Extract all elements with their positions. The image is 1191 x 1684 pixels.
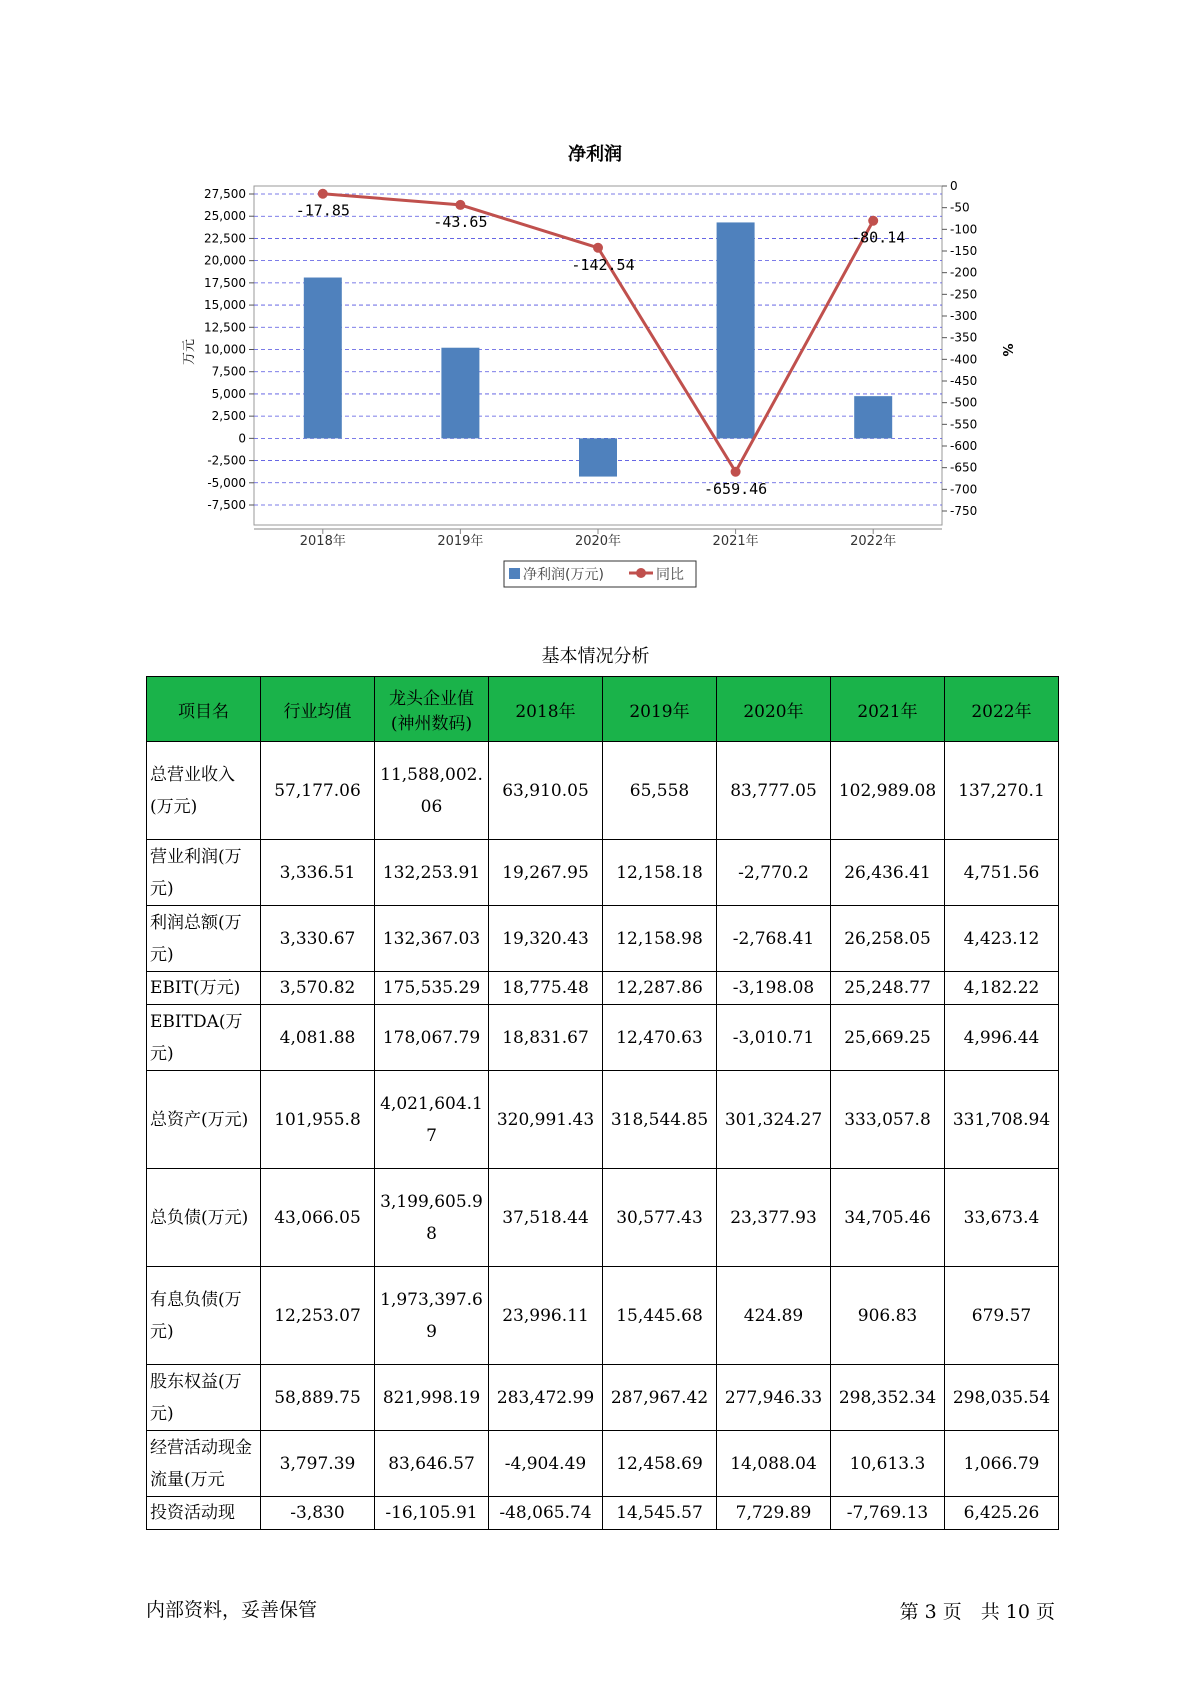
header-leader-value: 龙头企业值(神州数码) xyxy=(375,677,489,742)
value-cell: 679.57 xyxy=(945,1267,1059,1365)
x-tick-label: 2019年 xyxy=(437,534,484,549)
footer-page-number: 第 3 页 共 10 页 xyxy=(899,1601,1055,1623)
legend-bar-label: 净利润(万元) xyxy=(523,567,604,583)
yoy-point xyxy=(318,189,328,199)
value-cell: 1,973,397.69 xyxy=(375,1267,489,1365)
value-cell: 3,199,605.98 xyxy=(375,1169,489,1267)
right-tick-label: -100 xyxy=(950,222,978,237)
x-tick-label: 2018年 xyxy=(299,534,346,549)
right-tick-label: -550 xyxy=(950,417,978,432)
right-tick-label: -200 xyxy=(950,265,978,280)
right-tick-label: 0 xyxy=(950,179,958,193)
value-cell: 318,544.85 xyxy=(603,1071,717,1169)
right-tick-label: -250 xyxy=(950,287,978,302)
value-cell: 132,253.91 xyxy=(375,840,489,906)
chart-canvas xyxy=(0,0,1191,600)
value-cell: -7,769.13 xyxy=(831,1497,945,1530)
yoy-data-label: -80.14 xyxy=(851,228,906,247)
value-cell: 178,067.79 xyxy=(375,1005,489,1071)
table-row xyxy=(147,742,1059,840)
legend-line-label: 同比 xyxy=(656,567,684,583)
value-cell: 283,472.99 xyxy=(489,1365,603,1431)
left-tick-label: 20,000 xyxy=(204,253,246,268)
right-tick-label: -300 xyxy=(950,309,978,323)
row-label-cell: 有息负债(万元) xyxy=(147,1267,261,1365)
right-tick-label: -400 xyxy=(950,352,978,367)
value-cell: 26,436.41 xyxy=(831,840,945,906)
value-cell: 10,613.3 xyxy=(831,1431,945,1497)
value-cell: 11,588,002.06 xyxy=(375,742,489,840)
right-tick-label: -350 xyxy=(950,330,978,345)
left-tick-label: 12,500 xyxy=(204,320,246,335)
right-tick-label: -750 xyxy=(950,504,978,518)
value-cell: 12,458.69 xyxy=(603,1431,717,1497)
value-cell: 906.83 xyxy=(831,1267,945,1365)
table-row xyxy=(147,1365,1059,1431)
value-cell: 23,377.93 xyxy=(717,1169,831,1267)
right-tick-label: -500 xyxy=(950,395,978,410)
table-row xyxy=(147,1071,1059,1169)
value-cell: 6,425.26 xyxy=(945,1497,1059,1530)
value-cell: 15,445.68 xyxy=(603,1267,717,1365)
row-label-cell: 营业利润(万元) xyxy=(147,840,261,906)
right-tick-label: -150 xyxy=(950,244,978,258)
value-cell: 12,253.07 xyxy=(261,1267,375,1365)
value-cell: 18,775.48 xyxy=(489,972,603,1005)
value-cell: 65,558 xyxy=(603,742,717,840)
value-cell: 101,955.8 xyxy=(261,1071,375,1169)
header-2021: 2021年 xyxy=(831,677,945,742)
table-title: 基本情况分析 xyxy=(541,646,650,667)
value-cell: 25,248.77 xyxy=(831,972,945,1005)
value-cell: 33,673.4 xyxy=(945,1169,1059,1267)
value-cell: 4,996.44 xyxy=(945,1005,1059,1071)
yoy-data-label: -17.85 xyxy=(295,201,350,220)
row-label-cell: 总资产(万元) xyxy=(147,1071,261,1169)
yoy-data-label: -659.46 xyxy=(703,479,768,498)
table-row xyxy=(147,1005,1059,1071)
value-cell: 26,258.05 xyxy=(831,906,945,972)
row-label-cell: 投资活动现 xyxy=(147,1497,261,1530)
value-cell: 3,570.82 xyxy=(261,972,375,1005)
net-profit-chart xyxy=(0,0,1191,600)
value-cell: 331,708.94 xyxy=(945,1071,1059,1169)
value-cell: 821,998.19 xyxy=(375,1365,489,1431)
left-tick-label: 5,000 xyxy=(211,386,246,401)
left-axis-label: 万元 xyxy=(182,338,197,366)
value-cell: 301,324.27 xyxy=(717,1071,831,1169)
yoy-data-label: -43.65 xyxy=(433,212,488,231)
header-2019: 2019年 xyxy=(603,677,717,742)
header-2022: 2022年 xyxy=(945,677,1059,742)
chart-title: 净利润 xyxy=(568,144,622,165)
row-label-cell: 经营活动现金流量(万元 xyxy=(147,1431,261,1497)
yoy-data-label: -142.54 xyxy=(571,255,635,274)
value-cell: 4,182.22 xyxy=(945,972,1059,1005)
row-label-cell: 利润总额(万元) xyxy=(147,906,261,972)
right-tick-label: -600 xyxy=(950,439,978,453)
row-label-cell: EBITDA(万元) xyxy=(147,1005,261,1071)
value-cell: 102,989.08 xyxy=(831,742,945,840)
value-cell: 298,035.54 xyxy=(945,1365,1059,1431)
value-cell: 63,910.05 xyxy=(489,742,603,840)
x-tick-label: 2022年 xyxy=(850,534,897,549)
yoy-point xyxy=(731,467,741,477)
value-cell: 23,996.11 xyxy=(489,1267,603,1365)
table-row xyxy=(147,1431,1059,1497)
value-cell: 37,518.44 xyxy=(489,1169,603,1267)
value-cell: 43,066.05 xyxy=(261,1169,375,1267)
header-2018: 2018年 xyxy=(489,677,603,742)
value-cell: 175,535.29 xyxy=(375,972,489,1005)
left-tick-label: 17,500 xyxy=(204,275,246,290)
value-cell: 3,330.67 xyxy=(261,906,375,972)
row-label-cell: 总营业收入(万元) xyxy=(147,742,261,840)
table-row xyxy=(147,972,1059,1005)
table-header-row xyxy=(147,677,1059,742)
bar-net-profit xyxy=(441,348,479,439)
left-tick-label: 7,500 xyxy=(211,364,246,379)
bar-net-profit xyxy=(854,396,892,438)
table-row xyxy=(147,1267,1059,1365)
right-tick-label: -450 xyxy=(950,374,978,388)
left-tick-label: -2,500 xyxy=(207,453,246,468)
value-cell: -4,904.49 xyxy=(489,1431,603,1497)
row-label-cell: 股东权益(万元) xyxy=(147,1365,261,1431)
bar-net-profit xyxy=(304,278,342,439)
value-cell: 18,831.67 xyxy=(489,1005,603,1071)
value-cell: 58,889.75 xyxy=(261,1365,375,1431)
value-cell: 298,352.34 xyxy=(831,1365,945,1431)
left-tick-label: 2,500 xyxy=(211,409,246,424)
yoy-point xyxy=(593,243,603,253)
header-industry-avg: 行业均值 xyxy=(261,677,375,742)
value-cell: 137,270.1 xyxy=(945,742,1059,840)
value-cell: 277,946.33 xyxy=(717,1365,831,1431)
value-cell: 132,367.03 xyxy=(375,906,489,972)
value-cell: 424.89 xyxy=(717,1267,831,1365)
table-row xyxy=(147,906,1059,972)
right-tick-label: -700 xyxy=(950,482,978,497)
left-tick-label: 10,000 xyxy=(204,342,246,357)
value-cell: 3,336.51 xyxy=(261,840,375,906)
left-tick-label: -7,500 xyxy=(207,498,246,512)
left-tick-label: 0 xyxy=(238,431,246,446)
value-cell: 320,991.43 xyxy=(489,1071,603,1169)
yoy-point xyxy=(455,200,465,210)
value-cell: 4,751.56 xyxy=(945,840,1059,906)
value-cell: -3,198.08 xyxy=(717,972,831,1005)
value-cell: -16,105.91 xyxy=(375,1497,489,1530)
left-tick-label: 27,500 xyxy=(204,187,246,201)
basic-analysis-table xyxy=(146,676,1059,1530)
value-cell: -2,768.41 xyxy=(717,906,831,972)
left-tick-label: 15,000 xyxy=(204,298,246,313)
value-cell: 14,088.04 xyxy=(717,1431,831,1497)
value-cell: 4,423.12 xyxy=(945,906,1059,972)
bar-net-profit xyxy=(717,222,755,438)
value-cell: 25,669.25 xyxy=(831,1005,945,1071)
table-row xyxy=(147,840,1059,906)
table-row xyxy=(147,1169,1059,1267)
row-label-cell: 总负债(万元) xyxy=(147,1169,261,1267)
yoy-line xyxy=(323,194,873,472)
right-tick-label: -50 xyxy=(950,200,970,215)
value-cell: 19,267.95 xyxy=(489,840,603,906)
legend-bar-swatch xyxy=(509,568,520,579)
value-cell: -2,770.2 xyxy=(717,840,831,906)
value-cell: 333,057.8 xyxy=(831,1071,945,1169)
value-cell: 83,646.57 xyxy=(375,1431,489,1497)
value-cell: 12,158.98 xyxy=(603,906,717,972)
x-tick-label: 2021年 xyxy=(712,534,759,549)
value-cell: 1,066.79 xyxy=(945,1431,1059,1497)
value-cell: -3,830 xyxy=(261,1497,375,1530)
value-cell: -48,065.74 xyxy=(489,1497,603,1530)
footer-confidential-note: 内部资料，妥善保管 xyxy=(146,1599,318,1621)
header-2020: 2020年 xyxy=(717,677,831,742)
value-cell: 3,797.39 xyxy=(261,1431,375,1497)
yoy-point xyxy=(868,216,878,226)
value-cell: 7,729.89 xyxy=(717,1497,831,1530)
value-cell: 19,320.43 xyxy=(489,906,603,972)
value-cell: 287,967.42 xyxy=(603,1365,717,1431)
value-cell: 12,158.18 xyxy=(603,840,717,906)
x-tick-label: 2020年 xyxy=(574,534,622,549)
left-tick-label: -5,000 xyxy=(207,475,246,490)
value-cell: 34,705.46 xyxy=(831,1169,945,1267)
right-axis-label: % xyxy=(999,343,1014,357)
row-label-cell: EBIT(万元) xyxy=(147,972,261,1005)
value-cell: 12,287.86 xyxy=(603,972,717,1005)
right-tick-label: -650 xyxy=(950,460,978,475)
value-cell: 14,545.57 xyxy=(603,1497,717,1530)
legend-line-marker xyxy=(636,568,646,578)
table-row xyxy=(147,1497,1059,1530)
left-tick-label: 22,500 xyxy=(204,231,246,246)
value-cell: -3,010.71 xyxy=(717,1005,831,1071)
header-item-name: 项目名 xyxy=(147,677,261,742)
bar-net-profit xyxy=(579,438,617,476)
value-cell: 30,577.43 xyxy=(603,1169,717,1267)
value-cell: 83,777.05 xyxy=(717,742,831,840)
value-cell: 4,081.88 xyxy=(261,1005,375,1071)
value-cell: 12,470.63 xyxy=(603,1005,717,1071)
value-cell: 57,177.06 xyxy=(261,742,375,840)
left-tick-label: 25,000 xyxy=(204,209,246,224)
value-cell: 4,021,604.17 xyxy=(375,1071,489,1169)
